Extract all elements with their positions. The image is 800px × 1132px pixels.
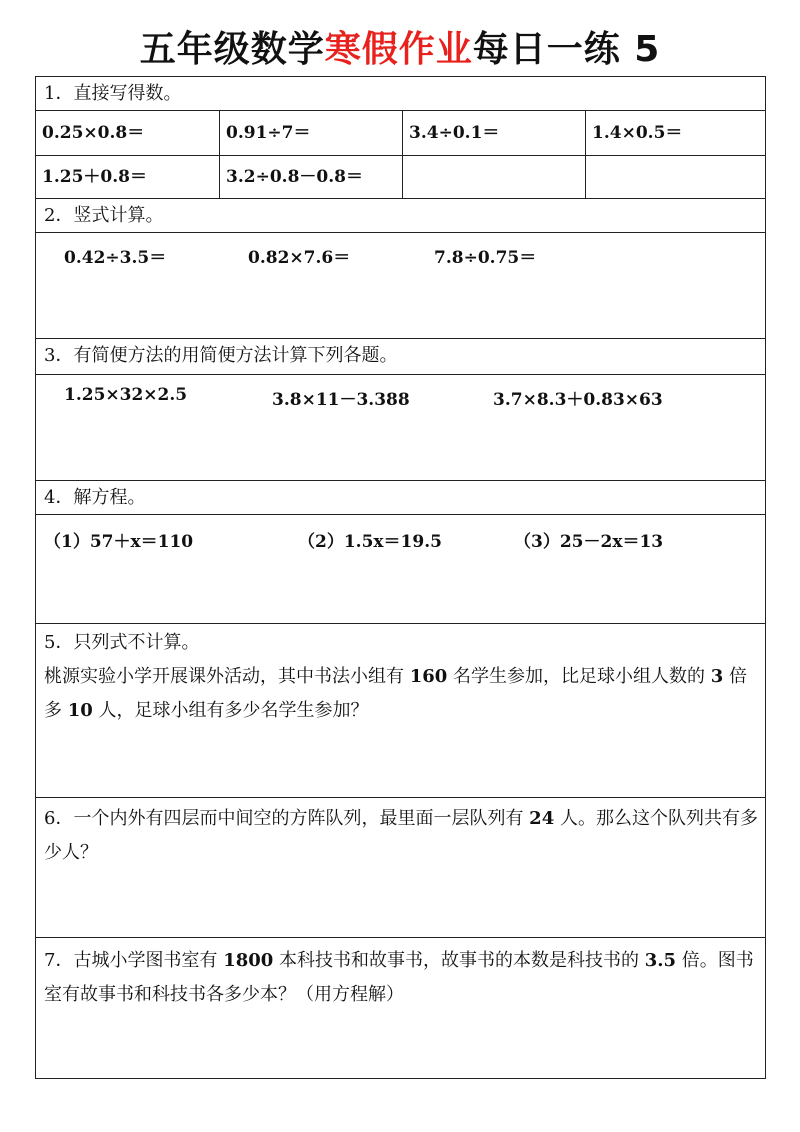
simplify-calc-item: 3.7×8.3＋0.83×63 xyxy=(493,390,663,410)
section-3 xyxy=(36,338,765,480)
column-calc-item: 0.82×7.6＝ xyxy=(248,248,351,268)
title-part3: 每日一练 5 xyxy=(472,29,661,70)
section-2 xyxy=(36,198,765,338)
worksheet-table xyxy=(35,76,766,1079)
mental-math-item xyxy=(402,155,585,199)
section-4 xyxy=(36,480,765,623)
column-calc-item: 0.42÷3.5＝ xyxy=(64,248,167,268)
simplify-calc-item: 3.8×11－3.388 xyxy=(272,390,410,410)
word-problem-7: 7．古城小学图书室有 1800 本科技书和故事书，故事书的本数是科技书的 3.5 倍。图书室有故事书和科技书各多少本？（用方程解） xyxy=(44,950,754,1005)
section-5-heading: 5．只列式不计算。 xyxy=(44,632,200,653)
section-2-heading: 2．竖式计算。 xyxy=(36,199,765,233)
section-6 xyxy=(36,797,765,937)
word-problem-5 xyxy=(44,626,759,728)
column-calc-item: 7.8÷0.75＝ xyxy=(434,248,537,268)
title-highlight: 寒假作业 xyxy=(324,29,473,70)
mental-math-row-1 xyxy=(36,111,765,155)
mental-math-item: 1.25＋0.8＝ xyxy=(42,167,147,187)
problem-5-text: 桃源实验小学开展课外活动，其中书法小组有 160 名学生参加，比足球小组人数的 3 倍多 10 人，足球小组有多少名学生参加？ xyxy=(44,666,748,721)
mental-math-item: 1.4×0.5＝ xyxy=(585,111,765,155)
section-1 xyxy=(36,77,765,198)
mental-math-item: 0.25×0.8＝ xyxy=(42,123,145,143)
equation-item: （2）1.5x＝19.5 xyxy=(298,532,442,552)
equation-item: （3）25－2x＝13 xyxy=(514,532,664,552)
simplify-calc-item: 1.25×32×2.5 xyxy=(64,385,188,405)
mental-math-item: 3.4÷0.1＝ xyxy=(402,111,585,155)
mental-math-item: 3.2÷0.8－0.8＝ xyxy=(219,155,402,199)
page-title xyxy=(0,28,800,72)
section-7 xyxy=(36,937,765,1078)
mental-math-item xyxy=(585,155,765,199)
mental-math-item: 0.91÷7＝ xyxy=(219,111,402,155)
word-problem-6: 6．一个内外有四层而中间空的方阵队列，最里面一层队列有 24 人。那么这个队列共有多少人？ xyxy=(44,808,758,863)
section-4-heading: 4．解方程。 xyxy=(36,481,765,515)
equation-item: （1）57＋x＝110 xyxy=(44,532,194,552)
section-5 xyxy=(36,623,765,797)
title-part1: 五年级数学 xyxy=(139,29,325,70)
section-3-heading: 3．有简便方法的用简便方法计算下列各题。 xyxy=(36,339,765,375)
section-1-heading: 1．直接写得数。 xyxy=(36,77,765,111)
mental-math-row-2 xyxy=(36,155,765,199)
